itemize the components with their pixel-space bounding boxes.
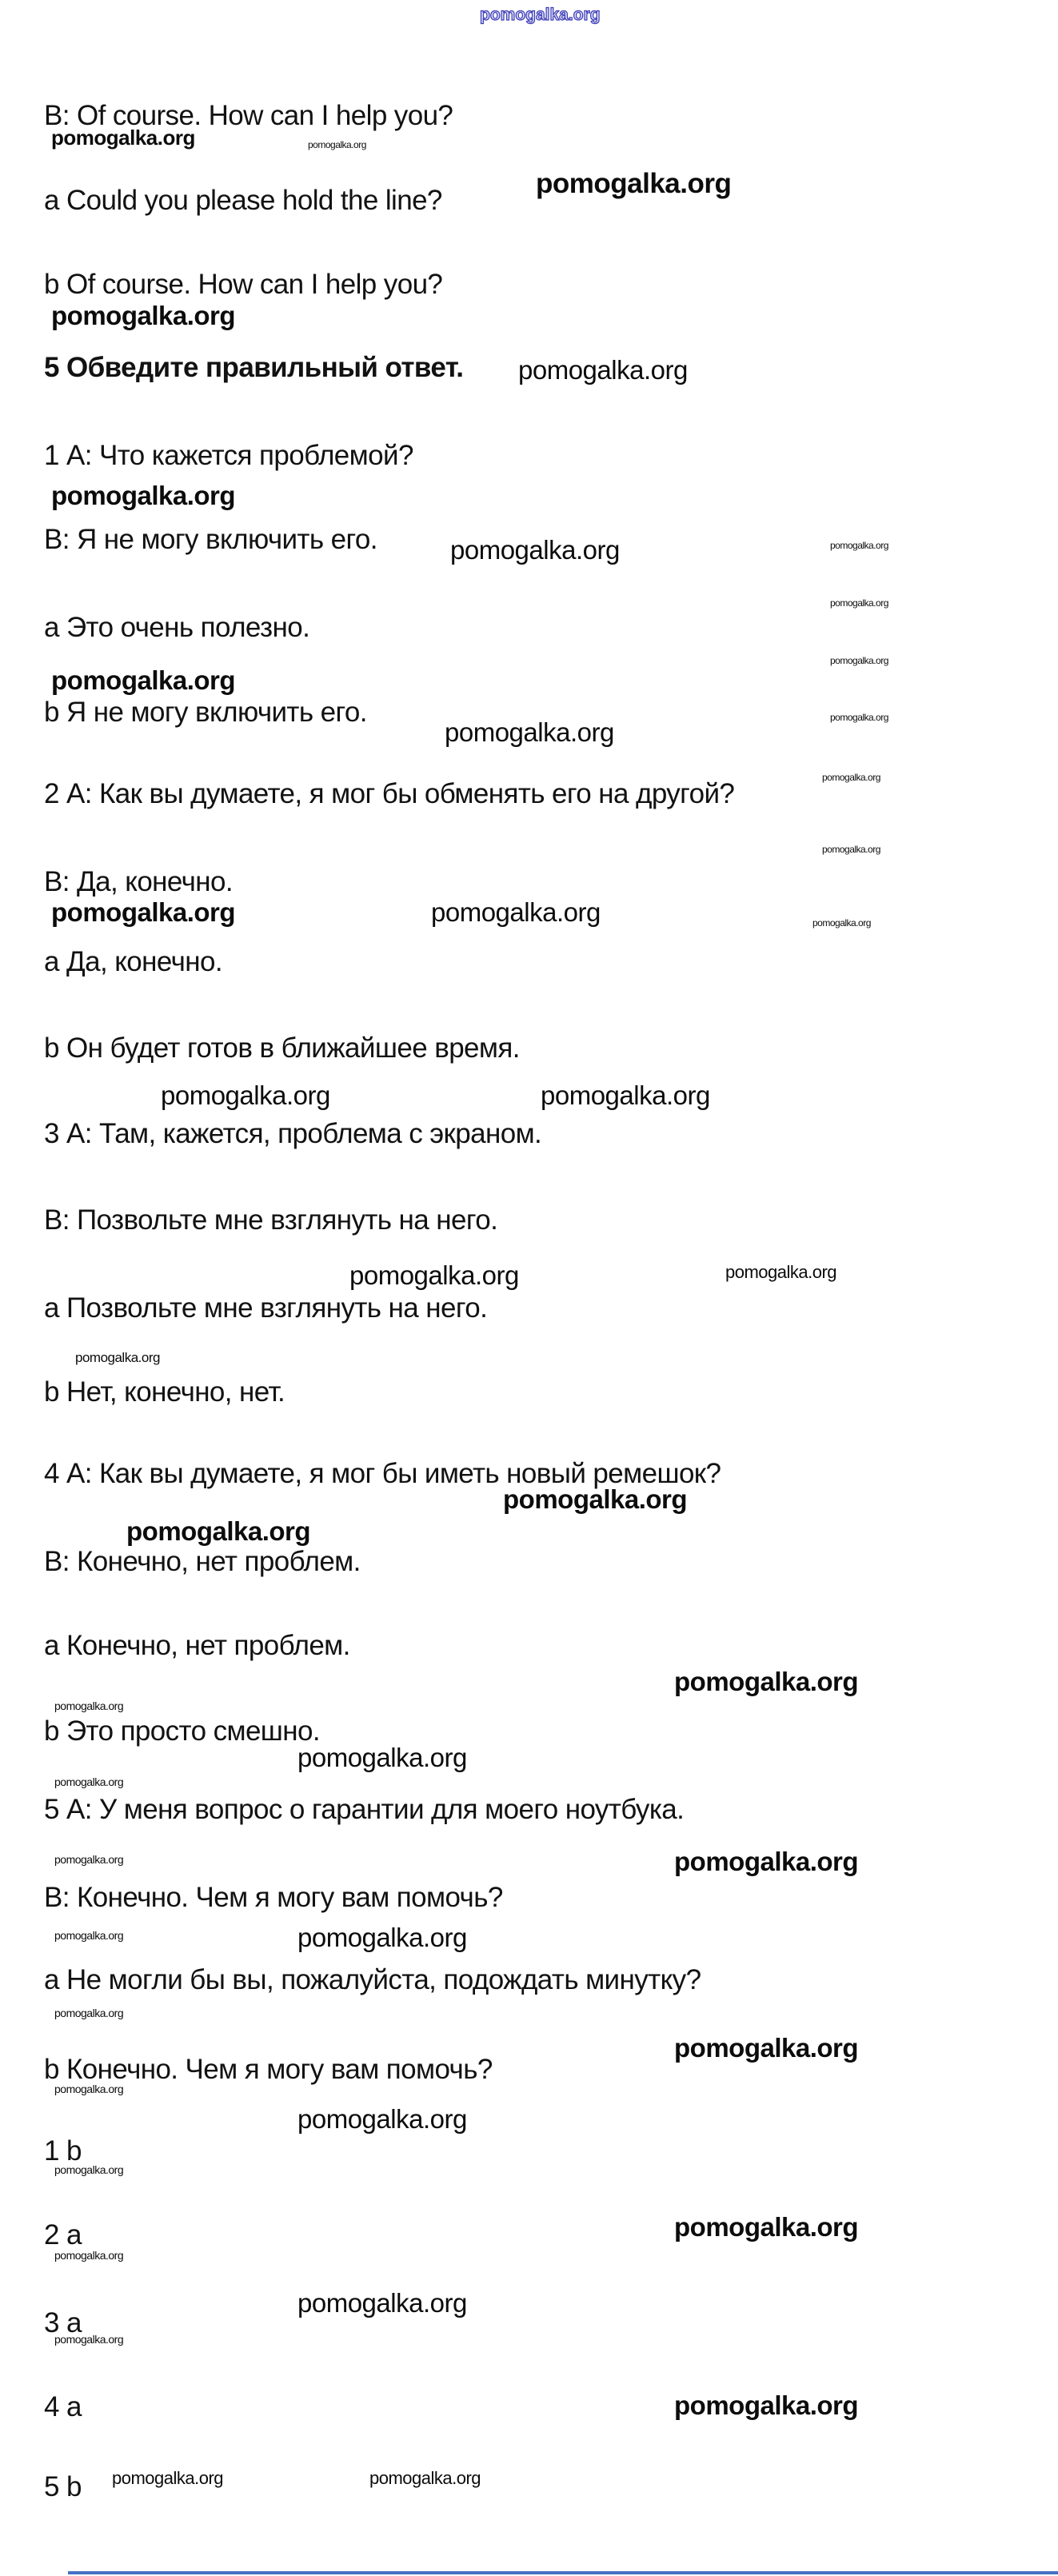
- watermark: pomogalka.org: [822, 844, 880, 855]
- watermark: pomogalka.org: [674, 1667, 859, 1696]
- prev-option-a: a Could you please hold the line?: [44, 185, 442, 216]
- answer-1: 1 b: [44, 2135, 82, 2167]
- prev-option-b: b Of course. How can I help you?: [44, 269, 443, 300]
- watermark: pomogalka.org: [51, 301, 236, 330]
- q2-option-b: b Он будет готов в ближайшее время.: [44, 1032, 520, 1064]
- answer-2: 2 a: [44, 2219, 82, 2251]
- watermark: pomogalka.org: [54, 2083, 124, 2095]
- q1-speaker-a: 1 А: Что кажется проблемой?: [44, 440, 413, 471]
- q2-speaker-b: B: Да, конечно.: [44, 866, 233, 897]
- watermark: pomogalka.org: [369, 2468, 481, 2488]
- watermark: pomogalka.org: [297, 2288, 467, 2318]
- watermark: pomogalka.org: [54, 2007, 124, 2019]
- watermark: pomogalka.org: [674, 2212, 859, 2242]
- q4-speaker-a: 4 А: Как вы думаете, я мог бы иметь новый ремешок?: [44, 1458, 721, 1489]
- q3-option-a: a Позвольте мне взглянуть на него.: [44, 1292, 488, 1324]
- watermark: pomogalka.org: [297, 2104, 467, 2134]
- q1-option-b: b Я не могу включить его.: [44, 697, 367, 728]
- watermark: pomogalka.org: [536, 168, 732, 199]
- q3-speaker-b: B: Позвольте мне взглянуть на него.: [44, 1204, 498, 1236]
- q3-speaker-a: 3 А: Там, кажется, проблема с экраном.: [44, 1118, 542, 1149]
- watermark: pomogalka.org: [812, 917, 871, 929]
- watermark: pomogalka.org: [51, 481, 236, 510]
- watermark: pomogalka.org: [54, 1775, 124, 1788]
- watermark: pomogalka.org: [518, 355, 688, 385]
- watermark: pomogalka.org: [75, 1350, 160, 1365]
- watermark: pomogalka.org: [674, 2390, 859, 2420]
- exercise-heading: 5 Обведите правильный ответ.: [44, 352, 464, 383]
- watermark: pomogalka.org: [297, 1743, 467, 1772]
- watermark: pomogalka.org: [830, 712, 888, 723]
- q3-option-b: b Нет, конечно, нет.: [44, 1376, 285, 1408]
- watermark: pomogalka.org: [54, 1853, 124, 1866]
- watermark: pomogalka.org: [297, 1923, 467, 1952]
- prev-dialog-b-line: B: Of course. How can I help you?: [44, 100, 453, 131]
- watermark: pomogalka.org: [725, 1262, 837, 1282]
- q5-speaker-b: B: Конечно. Чем я могу вам помочь?: [44, 1882, 503, 1913]
- watermark: pomogalka.org: [503, 1484, 688, 1514]
- q5-option-b: b Конечно. Чем я могу вам помочь?: [44, 2054, 493, 2085]
- watermark: pomogalka.org: [54, 1929, 124, 1942]
- watermark: pomogalka.org: [161, 1080, 330, 1110]
- watermark: pomogalka.org: [830, 655, 888, 666]
- answer-4: 4 a: [44, 2391, 82, 2422]
- watermark: pomogalka.org: [674, 2033, 859, 2063]
- watermark: pomogalka.org: [431, 897, 601, 927]
- watermark: pomogalka.org: [308, 139, 366, 150]
- q2-option-a: a Да, конечно.: [44, 946, 222, 977]
- q4-option-b: b Это просто смешно.: [44, 1715, 321, 1747]
- q4-speaker-b: B: Конечно, нет проблем.: [44, 1546, 361, 1577]
- watermark: pomogalka.org: [674, 1847, 859, 1876]
- watermark: pomogalka.org: [822, 772, 880, 783]
- watermark: pomogalka.org: [349, 1260, 519, 1290]
- watermark: pomogalka.org: [541, 1080, 710, 1110]
- q2-speaker-a: 2 А: Как вы думаете, я мог бы обменять его на другой?: [44, 778, 735, 809]
- q4-option-a: a Конечно, нет проблем.: [44, 1630, 350, 1661]
- watermark: pomogalka.org: [51, 126, 195, 150]
- footer-rule: [68, 2571, 1058, 2574]
- watermark: pomogalka.org: [126, 1516, 311, 1546]
- watermark: pomogalka.org: [450, 535, 620, 565]
- watermark: pomogalka.org: [54, 2163, 124, 2176]
- watermark-outline: pomogalka.org: [480, 6, 601, 24]
- answer-5: 5 b: [44, 2471, 82, 2502]
- q5-option-a: a Не могли бы вы, пожалуйста, подождать минутку?: [44, 1964, 701, 1995]
- q1-speaker-b: B: Я не могу включить его.: [44, 524, 377, 555]
- watermark: pomogalka.org: [54, 1699, 124, 1712]
- answer-3: 3 a: [44, 2307, 82, 2338]
- watermark: pomogalka.org: [54, 2333, 124, 2346]
- watermark: pomogalka.org: [830, 540, 888, 551]
- watermark: pomogalka.org: [51, 665, 236, 695]
- watermark: pomogalka.org: [830, 597, 888, 609]
- watermark: pomogalka.org: [112, 2468, 224, 2488]
- watermark: pomogalka.org: [51, 897, 236, 927]
- watermark: pomogalka.org: [54, 2249, 124, 2262]
- q1-option-a: a Это очень полезно.: [44, 612, 310, 643]
- q5-speaker-a: 5 А: У меня вопрос о гарантии для моего ноутбука.: [44, 1794, 685, 1825]
- watermark: pomogalka.org: [445, 717, 614, 747]
